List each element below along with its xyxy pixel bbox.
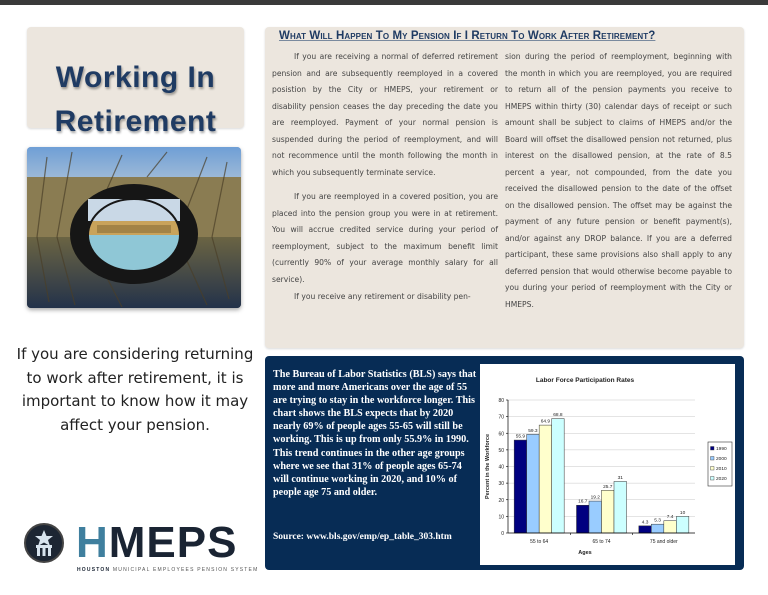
hmeps-logo[interactable]	[24, 518, 259, 580]
chart-bar	[589, 501, 602, 533]
bls-panel	[265, 356, 744, 570]
chart-bar	[514, 440, 527, 533]
chart-data-label: 7.4	[666, 515, 674, 521]
article-paragraph: If you are reemployed in a covered position, you are placed into the pension group you were in at retirement. You will accrue credited service during your period of reemployment, subject to the maximum benefit limit (currently 90% of your average monthly salary for all service).	[272, 192, 498, 284]
chart-data-label: 25.7	[603, 484, 613, 490]
chart-legend-swatch	[711, 447, 715, 451]
article-column-right	[505, 49, 732, 313]
labor-force-chart	[480, 364, 735, 565]
chart-data-label: 10	[679, 510, 686, 516]
logo-subtitle-bold: HOUSTON	[77, 567, 111, 573]
chart-legend-swatch	[711, 477, 715, 481]
title-line-2: Retirement	[54, 105, 217, 138]
title-box	[27, 27, 244, 138]
article-paragraph: sion during the period of reemployment, beginning with the month in which you are reemployed, you are required to return all of the pension payments you receive to HMEPS within thirty (30) calendar days of receipt or such amount shall be subject to claims of HMEPS and/or the Board will offset the disallowed pension not returned, plus interest on the disallowed pension, at the rate of 8.5 percent a year, not compounded, from the date you received the disallowed pension to the date of the offset on the disallowed pension. The offset may be against the payment of any future pension or benefit payment(s), and/or against any DROP balance. If you are a deferred participant, these same provisions also shall apply to any deferred pension that would otherwise become payable to you during your period of reemployment with the City or HMEPS.	[505, 52, 732, 309]
chart-data-label: 55.9	[515, 434, 526, 440]
logo-wordmark	[76, 518, 237, 568]
bls-text: The Bureau of Labor Statistics (BLS) says that more and more Americans over the age of 55 are trying to stay in the workforce longer. This chart shows the BLS expects that by 2020 nearly 69% of people ages 55-65 will still be working. This is up from only 55.9% in 1990. This trend continues in the other age groups where we see that 31% of people ages 65-74 will continue working in 2020, and 10% of people age 75 and older.	[273, 369, 477, 498]
chart-y-tick-label: 0	[501, 531, 504, 537]
chart-data-label: 68.8	[553, 413, 563, 419]
stone-arch-bridge-photo-icon	[27, 147, 241, 308]
chart-bar	[602, 490, 615, 533]
chart-data-label: 64.9	[540, 419, 551, 425]
intro-text: If you are considering returning to work after retirement, it is important to know how it may affect your pension.	[16, 345, 254, 434]
chart-x-axis-label: Ages	[578, 550, 592, 556]
chart-bar	[676, 516, 689, 533]
chart-y-tick-label: 40	[498, 464, 504, 471]
article-heading-text: What Will Happen To My Pension If I Return To Work After Retirement?	[279, 30, 656, 42]
chart-data-label: 19.2	[590, 495, 600, 501]
chart-data-label: 5.3	[654, 518, 661, 524]
chart-bar	[539, 425, 552, 533]
chart-bar	[664, 521, 677, 533]
article-panel	[265, 27, 744, 348]
star-building-seal-icon	[24, 523, 64, 563]
bridge-photo	[27, 147, 241, 308]
logo-wordmark-rest: MEPS	[108, 518, 238, 567]
chart-bar	[577, 505, 590, 533]
article-heading	[279, 30, 739, 42]
logo-wordmark-h: H	[76, 518, 109, 567]
bls-source-link[interactable]: Source: www.bls.gov/emp/ep_table_303.htm	[273, 532, 452, 542]
chart-y-tick-label: 70	[498, 414, 504, 421]
chart-data-label: 31	[617, 475, 623, 481]
chart-title: Labor Force Participation Rates	[535, 377, 635, 384]
chart-legend-swatch	[711, 467, 715, 471]
chart-bar	[527, 434, 540, 533]
chart-data-label: 59.3	[528, 428, 538, 434]
logo-subtitle-rest: MUNICIPAL EMPLOYEES PENSION SYSTEM	[112, 567, 259, 573]
article-column-left	[272, 49, 498, 306]
chart-data-label: 4.3	[641, 520, 649, 526]
chart-bar	[651, 524, 664, 533]
logo-subtitle	[77, 567, 258, 573]
chart-y-tick-label: 50	[498, 447, 504, 454]
chart-y-tick-label: 30	[498, 481, 504, 488]
chart-bar	[639, 526, 652, 533]
chart-data-label: 16.7	[578, 499, 588, 505]
chart-bar	[614, 481, 627, 533]
title-line-1: Working In	[55, 61, 216, 94]
chart-bar	[552, 419, 565, 533]
chart-y-tick-label: 20	[498, 497, 504, 504]
chart-y-tick-label: 80	[498, 398, 504, 404]
chart-legend-label: 2000	[716, 457, 727, 462]
chart-legend-label: 2020	[716, 477, 727, 482]
seal-star-icon	[26, 525, 62, 561]
chart-legend-swatch	[711, 457, 715, 461]
chart-y-tick-label: 10	[498, 514, 504, 521]
chart-x-tick-label: 55 to 64	[530, 539, 549, 545]
article-paragraph: If you are receiving a normal of deferred retirement pension and are subsequently reemployed in a covered posistion by the City or HMEPS, your retirement or disability pension ceases the day preceding the date you are reemployed. Payment of your normal pension is suspended during the period of reemployment, and will not recommence until the month following the month in which you subsequently terminate service.	[272, 52, 498, 177]
article-paragraph: If you receive any retirement or disability pen-	[294, 292, 471, 301]
chart-x-tick-label: 65 to 74	[592, 539, 611, 545]
chart-legend-label: 2010	[716, 467, 727, 472]
chart-y-tick-label: 60	[498, 431, 504, 438]
chart-panel	[480, 364, 735, 565]
chart-y-axis-label: Percent in the Workforce	[485, 434, 491, 499]
top-bar	[0, 0, 768, 5]
chart-x-tick-label: 75 and older	[649, 539, 678, 545]
chart-legend-label: 1990	[716, 447, 727, 452]
